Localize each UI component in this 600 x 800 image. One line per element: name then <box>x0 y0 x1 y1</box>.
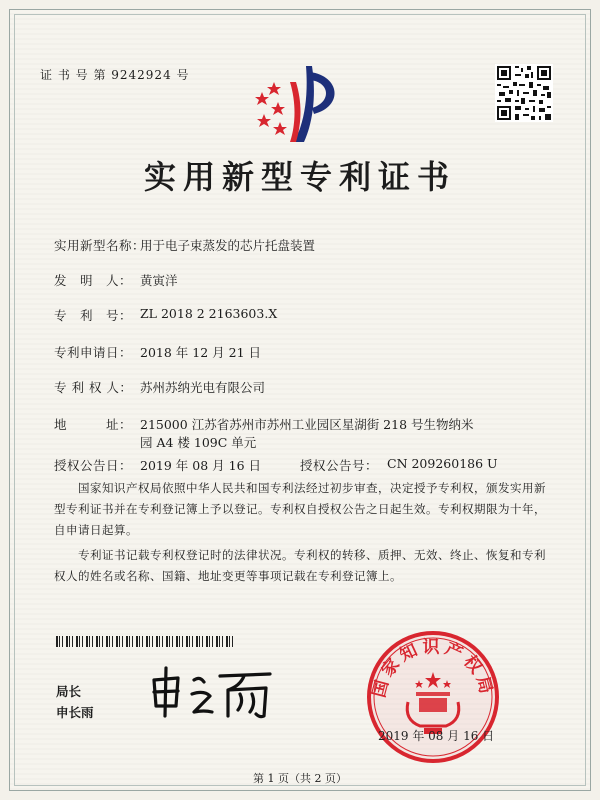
svg-text:国家知识产权局: 国家知识产权局 <box>369 637 497 700</box>
director-signature <box>148 660 278 720</box>
patent-number-value: ZL 2018 2 2163603.X <box>140 306 278 321</box>
utility-model-name-value: 用于电子束蒸发的芯片托盘装置 <box>140 238 316 253</box>
certificate-number: 证 书 号 第 9242924 号 <box>40 68 190 82</box>
filing-date-value: 2018 年 12 月 21 日 <box>140 345 261 360</box>
address-line-2: 园 A4 楼 109C 单元 <box>140 435 257 450</box>
address-line-1: 215000 江苏省苏州市苏州工业园区星湖街 218 号生物纳米 <box>140 417 474 432</box>
inventor-label: 发 明 人： <box>54 273 133 288</box>
grant-date-label: 授权公告日： <box>54 458 133 473</box>
qr-code-icon <box>495 64 553 122</box>
utility-model-name-label: 实用新型名称： <box>54 238 146 253</box>
patentee-label: 专 利 权 人： <box>54 380 133 395</box>
patent-office-logo-icon <box>250 62 350 146</box>
grant-number-label: 授权公告号： <box>300 458 379 473</box>
filing-date-label: 专利申请日： <box>54 345 133 360</box>
barcode-icon <box>56 636 234 647</box>
address-label: 地 址： <box>54 417 133 432</box>
director-title: 局长 <box>56 684 82 699</box>
director-name: 申长雨 <box>56 705 94 720</box>
grant-statement-paragraph: 国家知识产权局依照中华人民共和国专利法经过初步审查，决定授予专利权，颁发实用新型专利证书并在专利登记簿上予以登记。专利权自授权公告之日起生效。专利权期限为十年，自申请日起算。 <box>54 481 546 537</box>
patent-number-label: 专 利 号： <box>54 308 133 323</box>
inventor-value: 黄寅洋 <box>140 273 178 288</box>
legal-status-paragraph: 专利证书记载专利权登记时的法律状况。专利权的转移、质押、无效、终止、恢复和专利权人的姓名或名称、国籍、地址变更等事项记载在专利登记簿上。 <box>54 548 546 583</box>
certificate-title: 实用新型专利证书 <box>143 158 456 196</box>
grant-date-value: 2019 年 08 月 16 日 <box>140 458 261 473</box>
grant-number-value: CN 209260186 U <box>387 456 498 471</box>
seal-date: 2019 年 08 月 16 日 <box>378 729 495 743</box>
page-footer: 第 1 页（共 2 页） <box>253 772 347 785</box>
patentee-value: 苏州苏纳光电有限公司 <box>140 380 266 395</box>
official-seal <box>364 628 502 766</box>
